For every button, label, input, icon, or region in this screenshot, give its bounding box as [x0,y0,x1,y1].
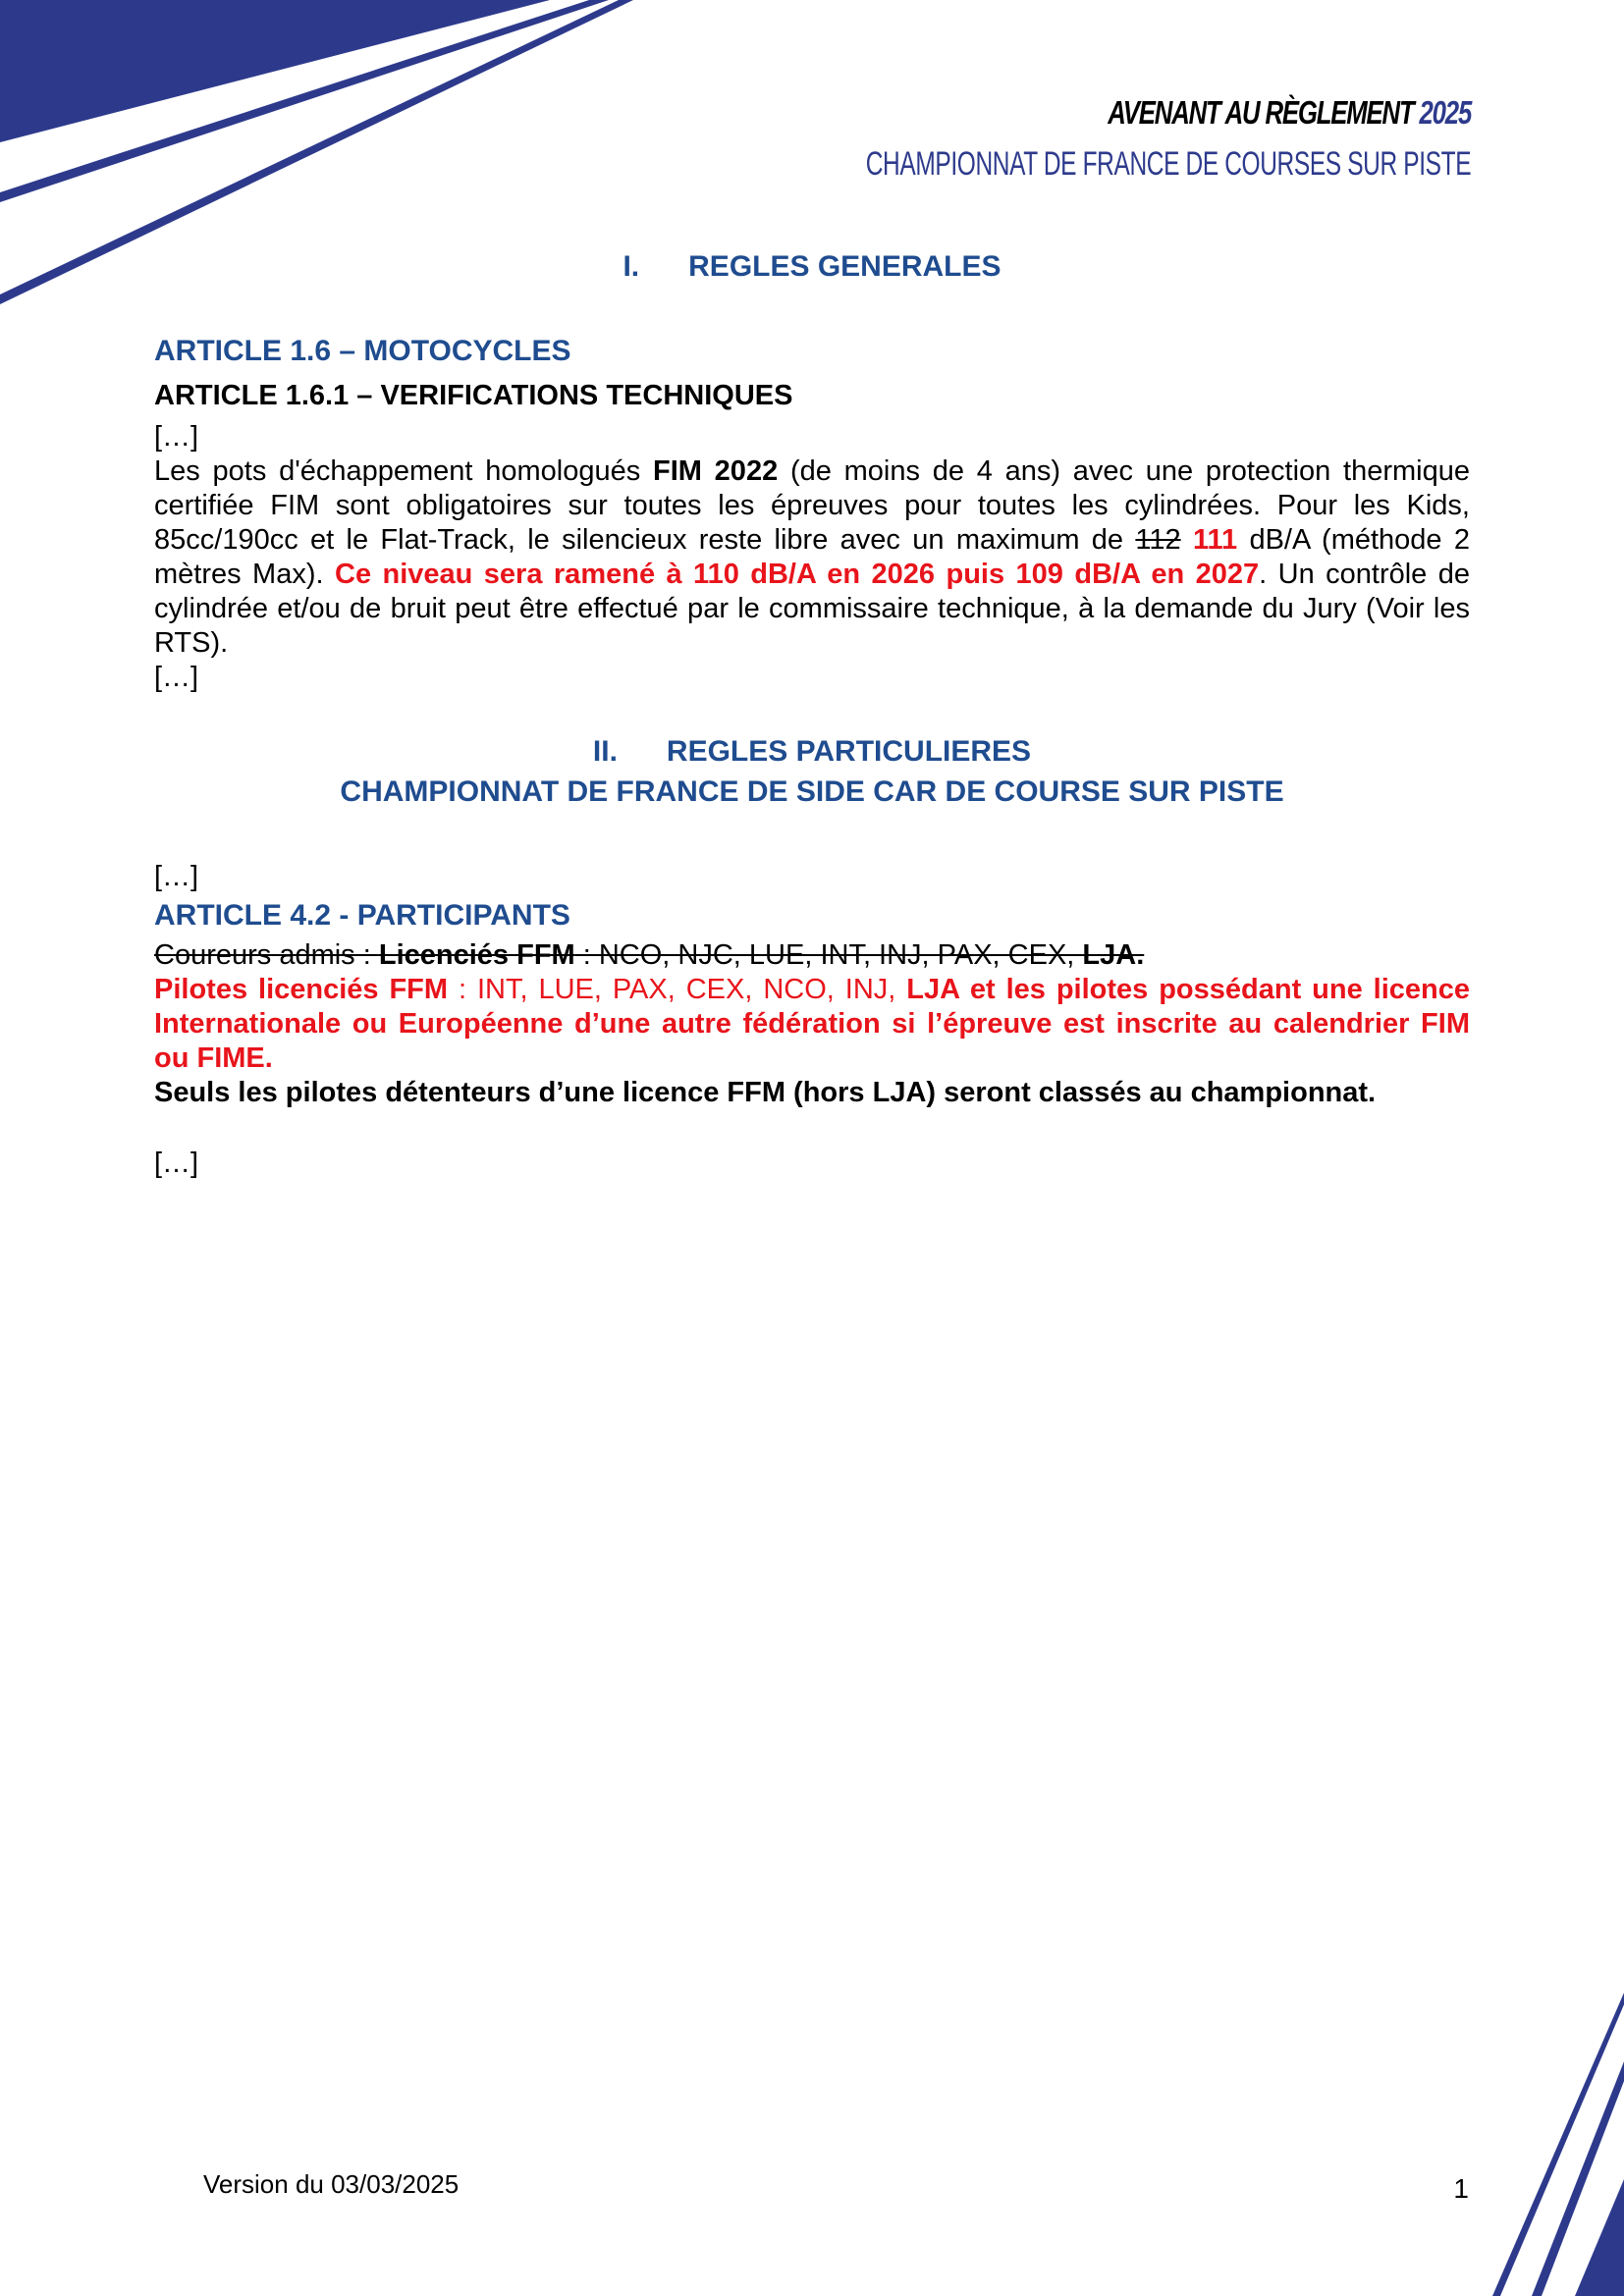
new-value: 111 [1192,524,1238,556]
section-1-number: I. [623,250,640,283]
old-value: 112 [1135,524,1181,556]
noise-level-change: Ce niveau sera ramené à 110 dB/A en 2026 puis 109 dB/A en 2027 [335,559,1260,590]
section-1-title: REGLES GENERALES [688,250,1001,283]
ellipsis: […] [154,421,199,453]
article-1-6-1-title: ARTICLE 1.6.1 – VERIFICATIONS TECHNIQUES [154,380,793,411]
ellipsis: […] [154,861,199,892]
corner-decoration-bottom-right [1492,1983,1624,2296]
section-2-subtitle: CHAMPIONNAT DE FRANCE DE SIDE CAR DE COURSE SUR PISTE [340,775,1284,808]
header-subtitle: CHAMPIONNAT DE FRANCE DE COURSES SUR PISTE [865,145,1471,183]
page-number: 1 [1453,2173,1469,2204]
old-participants-rule: Coureurs admis : Licenciés FFM : NCO, NJC, LUE, INT, INJ, PAX, CEX, LJA. [154,939,1145,971]
article-1-6-title: ARTICLE 1.6 – MOTOCYCLES [154,335,571,367]
article-4-2-title: ARTICLE 4.2 - PARTICIPANTS [154,899,570,932]
header-title-main: AVENANT AU RÈGLEMENT [1108,94,1414,131]
ellipsis: […] [154,1148,199,1179]
section-2-heading [154,734,1470,769]
ellipsis: […] [154,662,199,693]
footer-version: Version du 03/03/2025 [203,2169,460,2199]
section-2-number: II. [592,735,618,768]
header-title [1108,94,1471,132]
article-1-6-1-paragraph: Les pots d'échappement homologués FIM 2022 (de moins de 4 ans) avec une protection thermique certifiée FIM sont obligatoires sur toutes les épreuves pour toutes les cylindrées. Pour les Kids, 85cc/190cc et le Flat-Track, le silencieux reste libre avec un maximum de 112 111 dB/A (méthode 2 mètres Max). Ce niveau sera ramené à 110 dB/A en 2026 puis 109 dB/A en 2027. Un contrôle de cylindrée et/ou de bruit peut être effectué par le commissaire technique, à la demande du Jury (Voir les RTS). [154,455,1471,659]
section-1-heading [154,249,1470,284]
fim-2022: FIM 2022 [653,455,779,487]
classification-note: Seuls les pilotes détenteurs d’une licence FFM (hors LJA) seront classés au championnat. [154,1077,1377,1108]
header-title-year: 2025 [1419,94,1471,131]
section-2-title: REGLES PARTICULIERES [666,735,1032,768]
new-participants-rule: Pilotes licenciés FFM : INT, LUE, PAX, CEX, NCO, INJ, LJA et les pilotes possédant une licence Internationale ou Européenne d’une autre fédération si l’épreuve est inscrite au calendrier FIM ou FIME. [154,974,1471,1074]
